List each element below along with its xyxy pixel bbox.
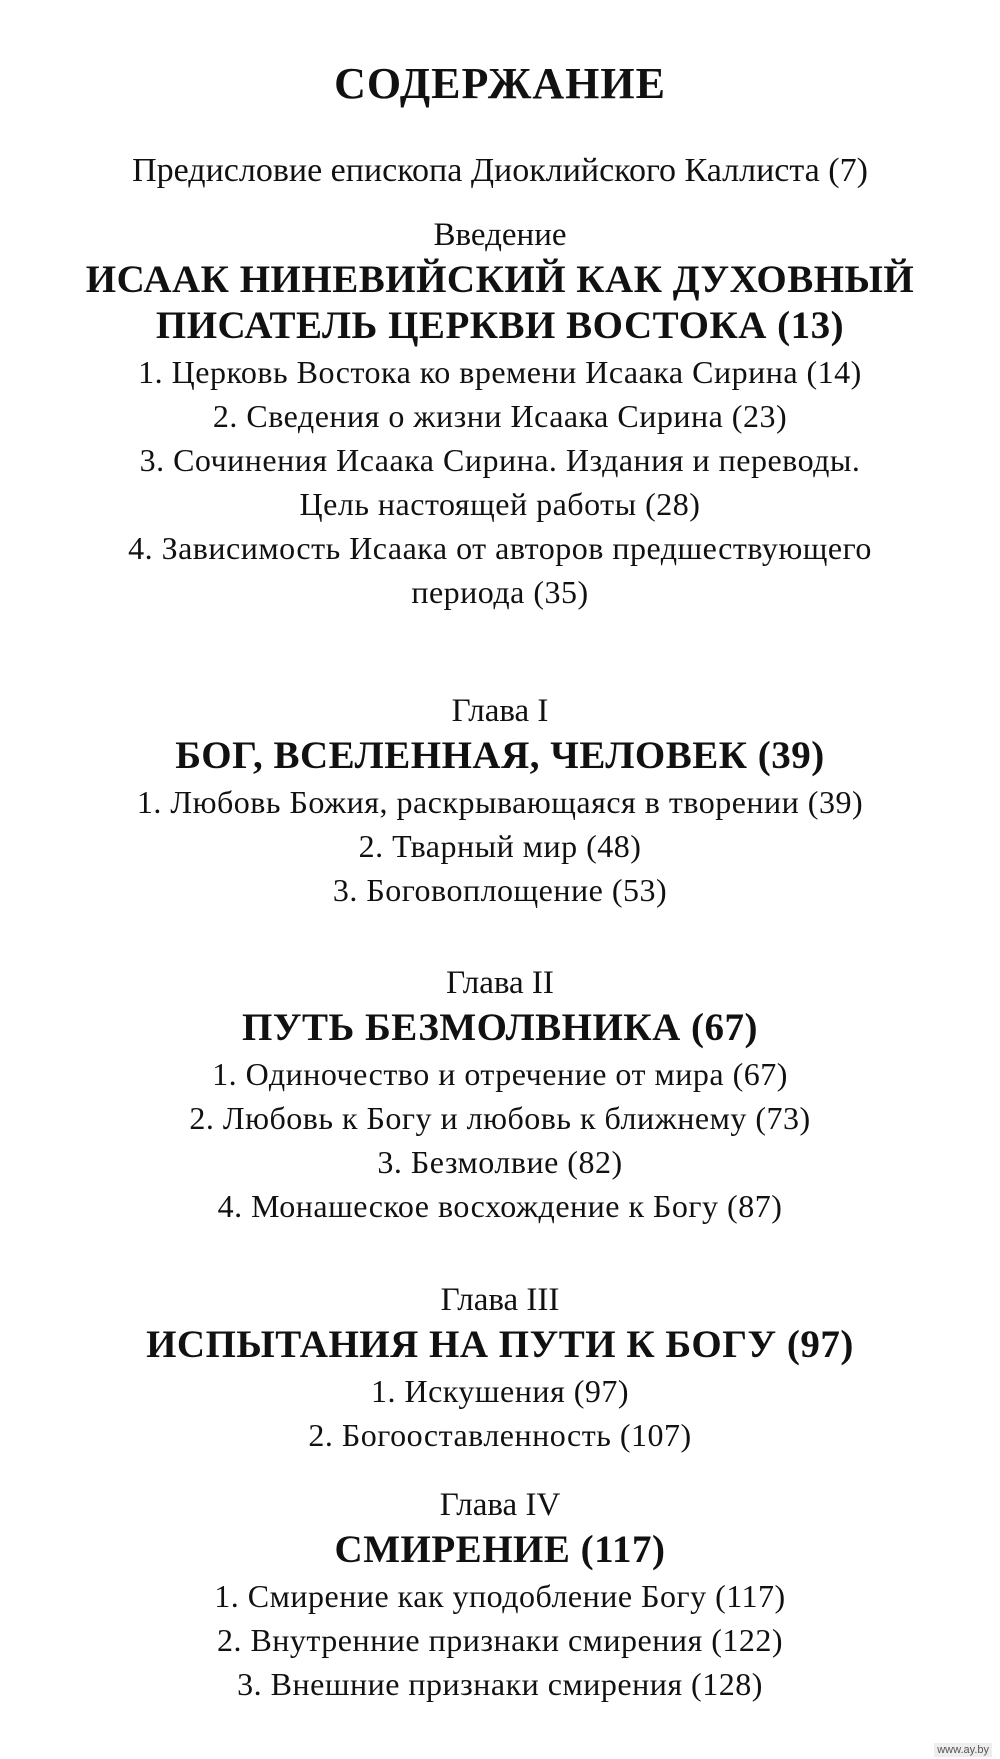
chapter-3-item-2: 2. Богооставленность (107) [308,1417,692,1453]
chapter-4-section [0,1482,1000,1706]
chapter-2-item-1: 1. Одиночество и отречение от мира (67) [212,1056,788,1092]
intro-label: Введение [433,217,567,253]
intro-item-4: 4. Зависимость Исаака от авторов предшествующего [128,530,872,566]
chapter-4-item-3: 3. Внешние признаки смирения (128) [237,1666,763,1702]
chapter-3-item-1: 1. Искушения (97) [370,1373,630,1409]
preface-entry: Предисловие епископа Диоклийского Каллиста (7) [132,152,868,189]
chapter-3-heading: ИСПЫТАНИЯ НА ПУТИ К БОГУ (97) [146,1323,854,1366]
chapter-2-section [0,960,1000,1228]
chapter-4-heading: СМИРЕНИЕ (117) [334,1528,666,1571]
intro-section [0,212,1000,614]
chapter-4-item-2: 2. Внутренние признаки смирения (122) [216,1622,784,1658]
chapter-2-label: Глава II [446,965,554,1001]
chapter-2-item-2: 2. Любовь к Богу и любовь к ближнему (73) [189,1100,811,1136]
site-watermark: www.ay.by [934,1743,992,1757]
chapter-2-item-4: 4. Монашеское восхождение к Богу (87) [217,1188,783,1224]
chapter-4-item-1: 1. Смирение как уподобление Богу (117) [214,1578,786,1614]
intro-heading-line-2: ПИСАТЕЛЬ ЦЕРКВИ ВОСТОКА (13) [155,304,845,347]
chapter-2-heading: ПУТЬ БЕЗМОЛВНИКА (67) [242,1006,758,1049]
intro-item-3-cont: Цель настоящей работы (28) [299,486,701,522]
chapter-1-item-2: 2. Тварный мир (48) [358,828,642,864]
intro-item-3: 3. Сочинения Исаака Сирина. Издания и переводы. [139,442,861,478]
chapter-1-label: Глава I [451,693,549,729]
chapter-1-item-1: 1. Любовь Божия, раскрывающаяся в творении (39) [136,784,864,820]
chapter-3-label: Глава III [440,1282,560,1318]
intro-item-2: 2. Сведения о жизни Исаака Сирина (23) [212,398,788,434]
page-title: СОДЕРЖАНИЕ [334,59,666,108]
intro-heading-line-1: ИСААК НИНЕВИЙСКИЙ КАК ДУХОВНЫЙ [85,258,915,301]
intro-item-4-cont: периода (35) [411,574,589,610]
chapter-1-item-3: 3. Боговоплощение (53) [332,872,668,908]
chapter-2-item-3: 3. Безмолвие (82) [377,1144,623,1180]
chapter-4-label: Глава IV [439,1487,561,1523]
chapter-1-heading: БОГ, ВСЕЛЕННАЯ, ЧЕЛОВЕК (39) [175,734,825,777]
intro-item-1: 1. Церковь Востока ко времени Исаака Сирина (14) [138,354,862,390]
chapter-3-section [0,1277,1000,1457]
chapter-1-section [0,688,1000,912]
